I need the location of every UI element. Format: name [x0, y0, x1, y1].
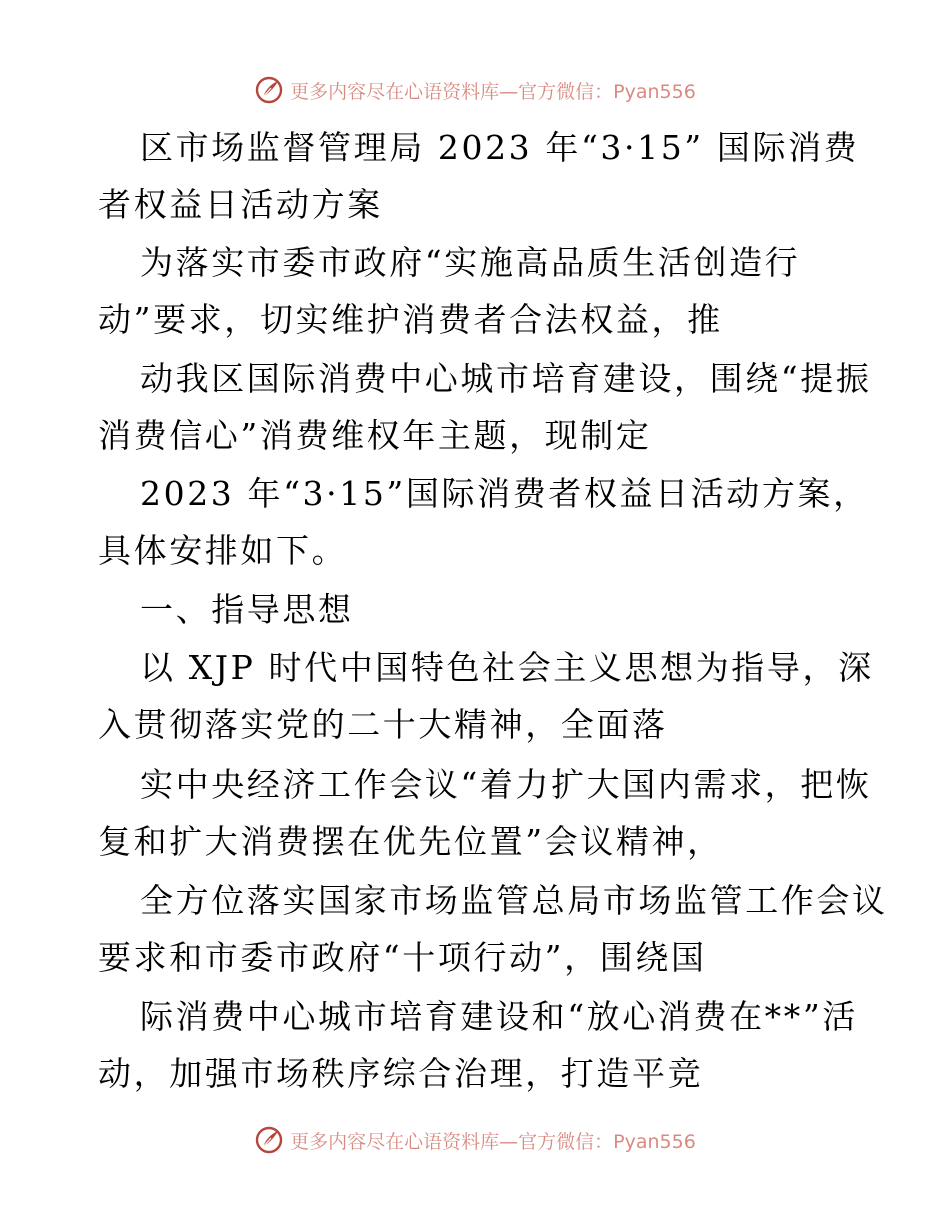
watermark-wechat-id: Pyan556	[613, 80, 696, 103]
paragraph-line: 2023 年“3·15”国际消费者权益日活动方案，	[140, 474, 869, 513]
paragraph-line: 全方位落实国家市场监管总局市场监管工作会议	[140, 881, 888, 920]
paragraph-line: 具体安排如下。	[98, 531, 348, 570]
title-line-1: 区市场监督管理局 2023 年“3·15” 国际消费	[140, 128, 860, 167]
paragraph-line: 际消费中心城市培育建设和“放心消费在**”活	[140, 997, 858, 1036]
section-heading: 一、指导思想	[140, 590, 354, 629]
paragraph-line: 以 XJP 时代中国特色社会主义思想为指导，深	[140, 648, 874, 687]
feather-pen-logo-icon	[254, 75, 284, 105]
watermark-header	[0, 72, 950, 108]
paragraph-line: 入贯彻落实党的二十大精神，全面落	[98, 705, 668, 744]
watermark-label: 更多内容尽在心语资料库—官方微信：	[290, 1130, 614, 1153]
watermark-text	[290, 1127, 696, 1154]
watermark-wechat-id: Pyan556	[613, 1130, 696, 1153]
watermark-label: 更多内容尽在心语资料库—官方微信：	[290, 80, 614, 103]
paragraph-line: 动我区国际消费中心城市培育建设，围绕“提振	[140, 359, 872, 398]
paragraph-line: 动”要求，切实维护消费者合法权益，推	[98, 300, 723, 339]
paragraph-line: 要求和市委市政府“十项行动”，围绕国	[98, 938, 707, 977]
watermark-text	[290, 77, 696, 104]
paragraph-line: 为落实市委市政府“实施高品质生活创造行	[140, 243, 801, 282]
paragraph-line: 消费信心”消费维权年主题，现制定	[98, 416, 652, 455]
paragraph-line: 复和扩大消费摆在优先位置”会议精神，	[98, 822, 723, 861]
watermark-footer	[0, 1122, 950, 1158]
paragraph-line: 实中央经济工作会议“着力扩大国内需求，把恢	[140, 765, 872, 804]
feather-pen-logo-icon	[254, 1125, 284, 1155]
paragraph-line: 动，加强市场秩序综合治理，打造平竞	[98, 1054, 704, 1093]
title-line-2: 者权益日活动方案	[98, 185, 383, 224]
